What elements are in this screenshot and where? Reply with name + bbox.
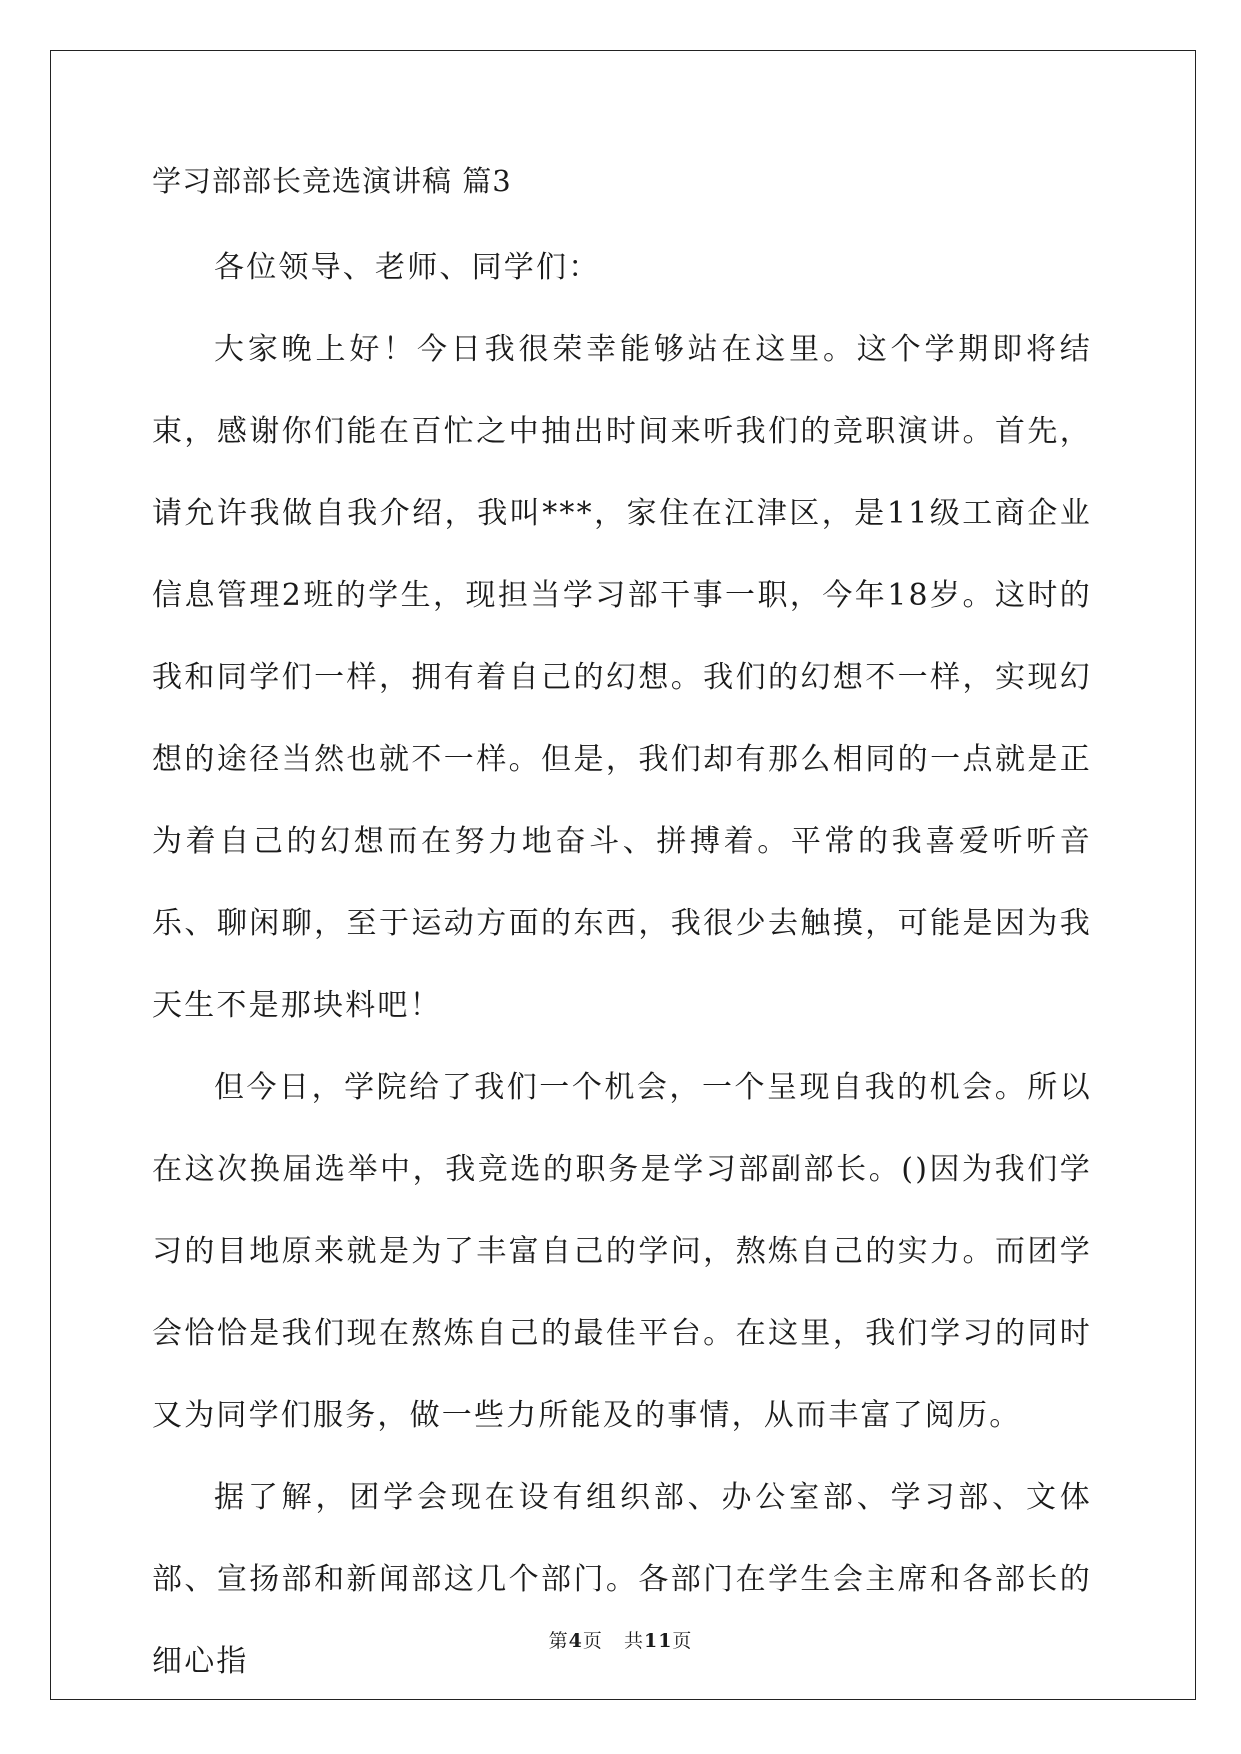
document-title: 学习部部长竞选演讲稿 篇3 (152, 164, 512, 198)
footer-page-suffix: 页 (582, 1630, 603, 1652)
footer-page-number: 4 (568, 1630, 583, 1652)
footer-total-prefix: 共 (623, 1630, 644, 1652)
paragraph-departments: 据了解，团学会现在设有组织部、办公室部、学习部、文体部、宣扬部和新闻部这几个部门。各部门在学生会主席和各部长的细心指 (152, 1480, 1092, 1679)
paragraph-introduction: 大家晚上好！今日我很荣幸能够站在这里。这个学期即将结束，感谢你们能在百忙之中抽出时间来听我们的竞职演讲。首先，请允许我做自我介绍，我叫***，家住在江津区，是11级工商企业信息管理2班的学生，现担当学习部干事一职，今年18岁。这时的我和同学们一样，拥有着自己的幻想。我们的幻想不一样，实现幻想的途径当然也就不一样。但是，我们却有那么相同的一点就是正为着自己的幻想而在努力地奋斗、拼搏着。平常的我喜爱听听音乐、聊闲聊，至于运动方面的东西，我很少去触摸，可能是因为我天生不是那块料吧！ (152, 332, 1092, 1023)
footer-total-suffix: 页 (672, 1630, 693, 1652)
paragraph-opportunity: 但今日，学院给了我们一个机会，一个呈现自我的机会。所以在这次换届选举中，我竞选的职务是学习部副部长。()因为我们学习的目地原来就是为了丰富自己的学问，熬炼自己的实力。而团学会恰恰是我们现在熬炼自己的最佳平台。在这里，我们学习的同时又为同学们服务，做一些力所能及的事情，从而丰富了阅历。 (152, 1070, 1092, 1433)
footer-total-pages: 11 (643, 1630, 673, 1652)
page-footer (0, 1628, 1241, 1654)
document-body (152, 160, 1092, 1703)
paragraph-salutation: 各位领导、老师、同学们： (214, 250, 601, 285)
footer-page-prefix: 第 (548, 1630, 569, 1652)
